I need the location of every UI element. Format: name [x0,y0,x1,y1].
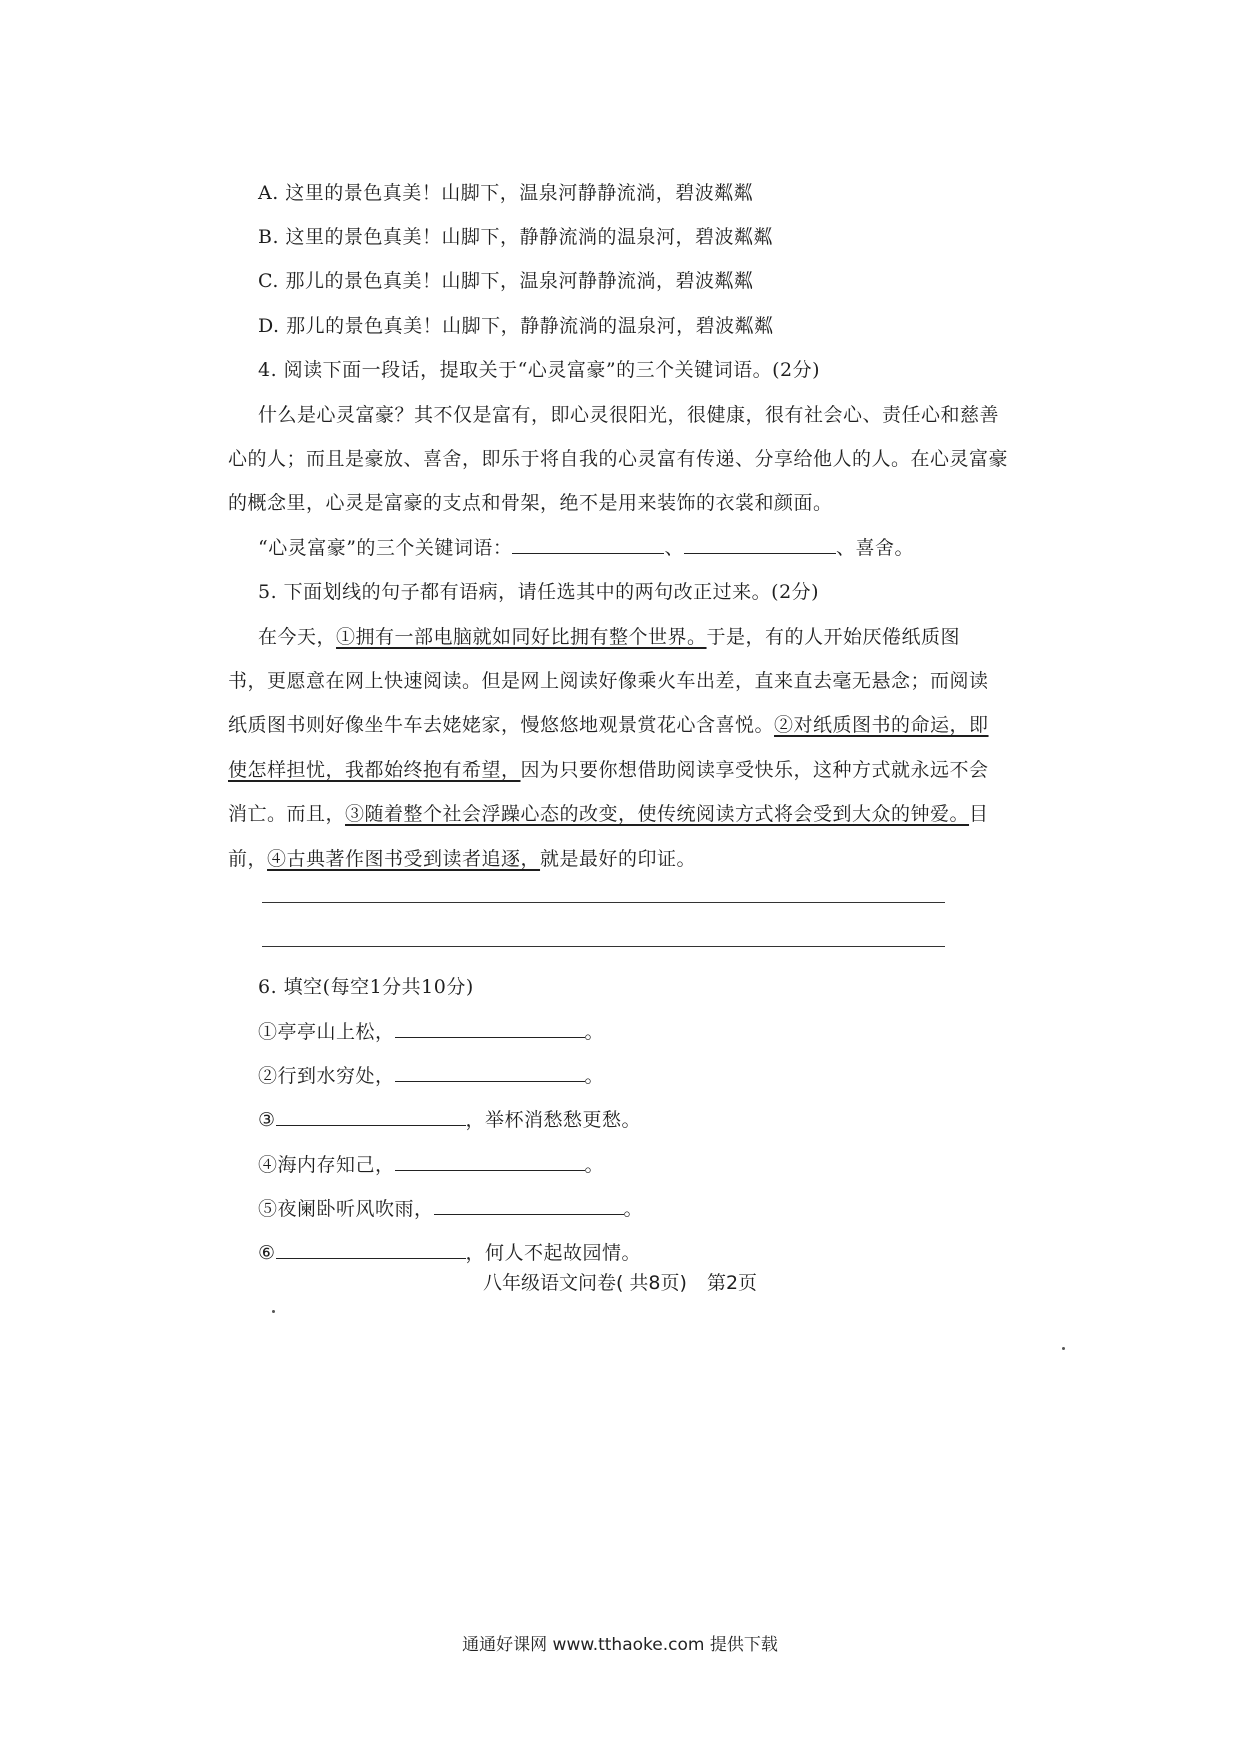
scan-speck [1062,1347,1065,1350]
fill-blank-2[interactable] [395,1063,585,1082]
answer-blank-1[interactable] [512,535,664,554]
fill-item-text: ①亭亭山上松， [258,1021,395,1043]
page-number: 第2页 [706,1272,758,1294]
question-4-passage-line-3: 的概念里，心灵是富豪的支点和骨架，绝不是用来装饰的衣裳和颜面。 [228,492,833,514]
question-5-passage-line-1 [258,624,960,650]
fill-blank-5[interactable] [434,1196,624,1215]
question-5-passage-line-6 [228,846,696,872]
fill-item-text: ④海内存知己， [258,1154,395,1176]
fill-item-text: ②行到水穷处， [258,1065,395,1087]
fill-item-6 [258,1240,641,1266]
answer-writing-line-2[interactable] [262,946,945,947]
source-credit: 通通好课网 www.tthaoke.com 提供下载 [462,1635,778,1655]
passage-text: 消亡。而且， [228,803,346,825]
question-6-prompt: 6. 填空(每空1分共10分) [258,976,474,998]
fill-item-1 [258,1019,604,1045]
passage-text: 在今天， [258,626,337,648]
passage-text: 纸质图书则好像坐牛车去姥姥家，慢悠悠地观景赏花心含喜悦。 [228,714,775,736]
fill-blank-3[interactable] [276,1107,466,1126]
answer-blank-2[interactable] [684,535,836,554]
fill-item-text: 。 [584,1021,605,1043]
fill-item-text: 。 [584,1065,605,1087]
underlined-sentence-4: ④古典著作图书受到读者追逐， [267,848,541,870]
answer-suffix: 、喜舍。 [835,537,914,559]
question-5-passage-line-2: 书，更愿意在网上快速阅读。但是网上阅读好像乘火车出差，直来直去毫无悬念；而阅读 [228,670,989,692]
option-a: A. 这里的景色真美！山脚下，温泉河静静流淌，碧波粼粼 [258,182,754,204]
question-4-prompt: 4. 阅读下面一段话，提取关于“心灵富豪”的三个关键词语。(2分) [258,359,821,381]
fill-blank-4[interactable] [395,1152,585,1171]
question-4-answer-line [258,535,914,561]
answer-prefix: “心灵富豪”的三个关键词语： [258,537,513,559]
fill-item-2 [258,1063,604,1089]
underlined-sentence-2: ②对纸质图书的命运，即 [774,714,989,736]
question-5-passage-line-3 [228,712,989,738]
option-b: B. 这里的景色真美！山脚下，静静流淌的温泉河，碧波粼粼 [258,226,774,248]
fill-item-text: ，举杯消愁愁更愁。 [465,1109,642,1131]
answer-writing-line-1[interactable] [262,902,945,903]
scan-speck [272,1310,275,1313]
option-c: C. 那儿的景色真美！山脚下，温泉河静静流淌，碧波粼粼 [258,270,754,292]
fill-item-5 [258,1196,643,1222]
question-5-passage-line-4 [228,757,989,783]
option-d: D. 那儿的景色真美！山脚下，静静流淌的温泉河，碧波粼粼 [258,315,774,337]
question-5-prompt: 5. 下面划线的句子都有语病，请任选其中的两句改正过来。(2分) [258,581,820,603]
fill-item-text: ⑥ [258,1242,276,1264]
fill-item-text: ③ [258,1109,276,1131]
passage-text: 目 [969,803,989,825]
fill-item-text: ⑤夜阑卧听风吹雨， [258,1198,434,1220]
fill-blank-6[interactable] [276,1240,466,1259]
fill-blank-1[interactable] [395,1019,585,1038]
fill-item-4 [258,1152,604,1178]
page-footer [0,1268,1240,1295]
question-4-passage-line-1: 什么是心灵富豪？其不仅是富有，即心灵很阳光，很健康，很有社会心、责任心和慈善 [258,404,1000,426]
passage-text: 于是，有的人开始厌倦纸质图 [706,626,961,648]
fill-item-3 [258,1107,641,1133]
passage-text: 前， [228,848,268,870]
answer-separator: 、 [664,537,684,559]
passage-text: 就是最好的印证。 [540,848,697,870]
passage-text: 因为只要你想借助阅读享受快乐，这种方式就永远不会 [520,759,989,781]
fill-item-text: ，何人不起故园情。 [465,1242,642,1264]
exam-title: 八年级语文问卷( 共8页) [482,1272,687,1294]
question-5-passage-line-5 [228,801,989,827]
underlined-sentence-3: ③随着整个社会浮躁心态的改变，使传统阅读方式将会受到大众的钟爱。 [345,803,970,825]
question-4-passage-line-2: 心的人；而且是豪放、喜舍，即乐于将自我的心灵富有传递、分享给他人的人。在心灵富豪 [228,448,1009,470]
fill-item-text: 。 [584,1154,605,1176]
underlined-sentence-2-cont: 使怎样担忧，我都始终抱有希望， [228,759,521,781]
fill-item-text: 。 [623,1198,644,1220]
underlined-sentence-1: ①拥有一部电脑就如同好比拥有整个世界。 [336,626,707,648]
